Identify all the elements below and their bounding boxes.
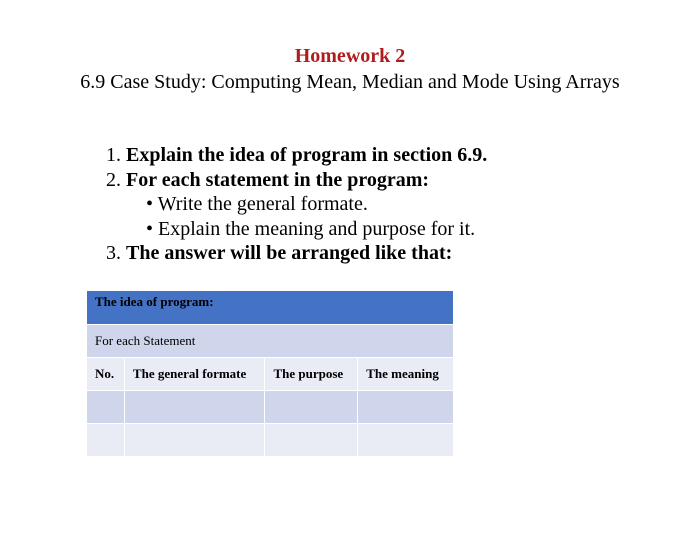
homework-title: Homework 2 xyxy=(294,45,406,67)
bullet-text: Explain the meaning and purpose for it. xyxy=(158,217,476,240)
instruction-text: The answer will be arranged like that: xyxy=(126,242,453,264)
bullet-text: Write the general formate. xyxy=(157,193,368,215)
sub-bullet-1 xyxy=(106,192,487,217)
table-cell xyxy=(265,391,358,424)
bullet-icon: • xyxy=(146,193,154,215)
instructions-list xyxy=(106,143,487,266)
column-header-purpose: The purpose xyxy=(265,358,358,391)
instruction-item-1 xyxy=(106,143,487,168)
table-cell xyxy=(87,391,125,424)
column-header-general-formate: The general formate xyxy=(124,358,265,391)
idea-header-row xyxy=(87,291,454,325)
bullet-icon: • xyxy=(146,217,154,240)
case-study-subtitle: 6.9 Case Study: Computing Mean, Median and Mode Using Arrays xyxy=(80,71,620,93)
table-row xyxy=(87,424,454,457)
each-statement-row xyxy=(87,325,454,358)
column-header-no: No. xyxy=(87,358,125,391)
instruction-number: 2. xyxy=(106,168,121,191)
column-header-row xyxy=(87,358,454,391)
instruction-text: Explain the idea of program in section 6.9. xyxy=(126,144,488,166)
answer-format-table xyxy=(86,290,454,457)
instruction-number: 3. xyxy=(106,242,121,264)
column-header-meaning: The meaning xyxy=(358,358,454,391)
instruction-item-2 xyxy=(106,168,487,193)
instruction-number: 1. xyxy=(106,144,121,166)
instruction-text: For each statement in the program: xyxy=(126,168,430,191)
table-cell xyxy=(87,424,125,457)
each-statement-cell: For each Statement xyxy=(87,325,454,358)
sub-bullet-2 xyxy=(106,217,487,242)
table-cell xyxy=(265,424,358,457)
table-row xyxy=(87,391,454,424)
table-cell xyxy=(124,424,265,457)
table-cell xyxy=(358,391,454,424)
table-cell xyxy=(358,424,454,457)
instruction-item-3 xyxy=(106,241,487,266)
table-cell xyxy=(124,391,265,424)
idea-header-cell: The idea of program: xyxy=(87,291,454,325)
